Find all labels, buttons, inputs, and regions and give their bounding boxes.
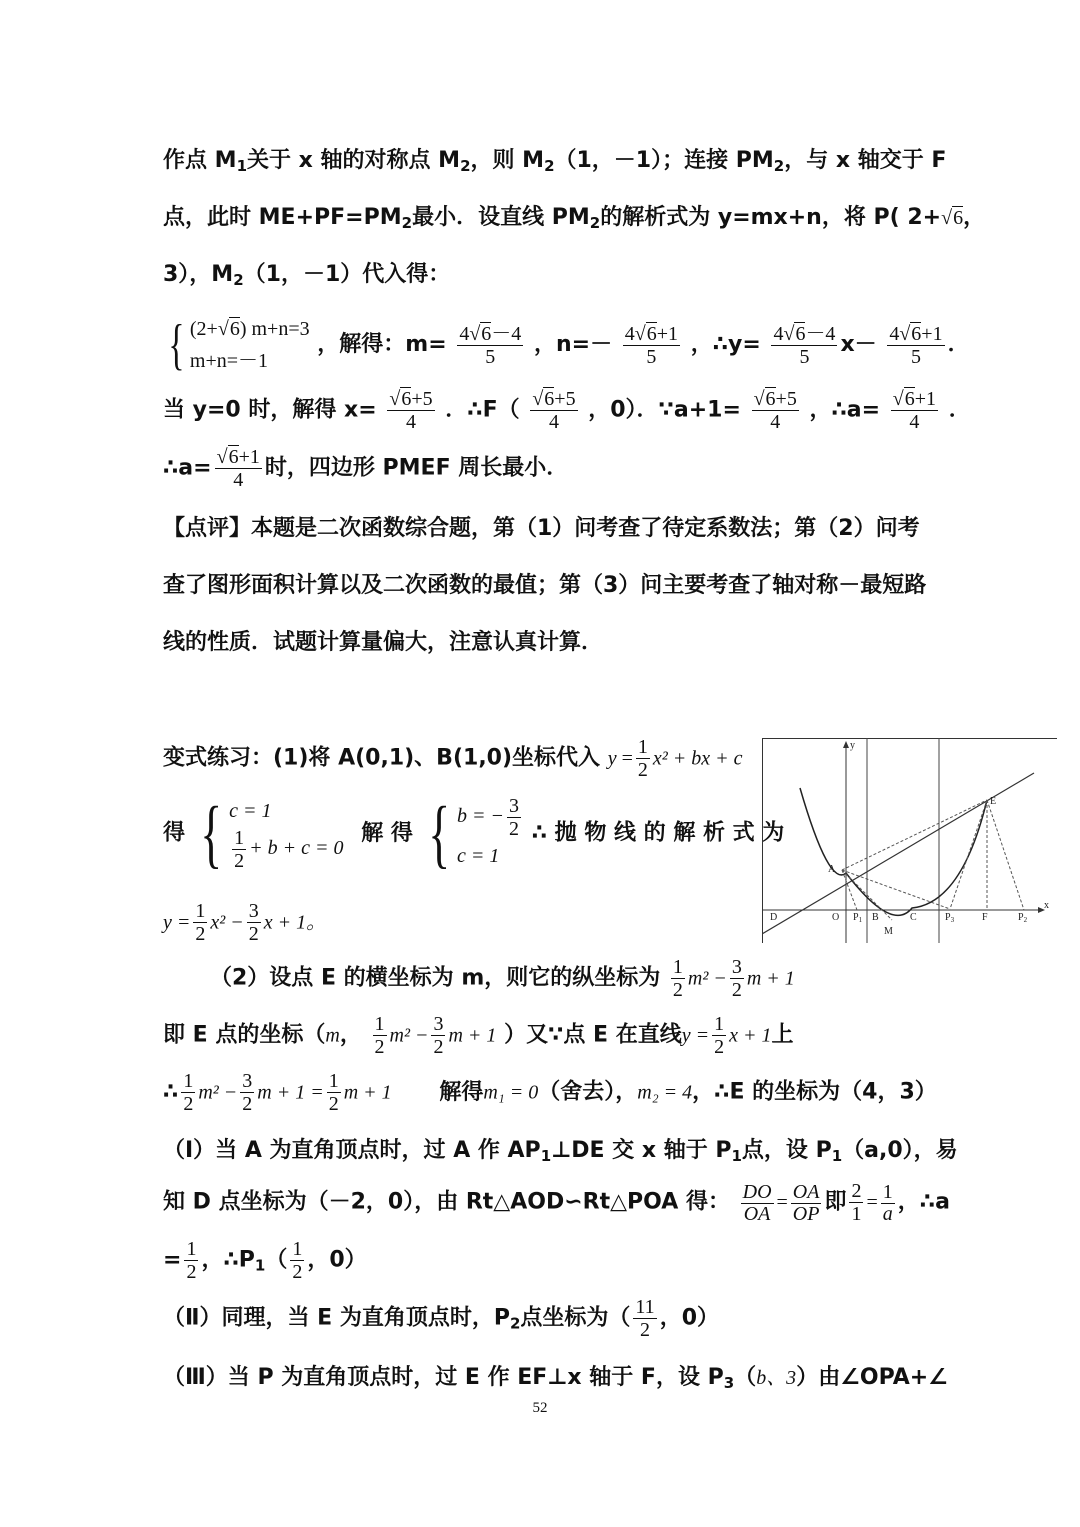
parabola-figure <box>762 738 1057 943</box>
text-line: 变式练习：(1)将 A(0,1)、B(1,0)坐标代入 y = $\frac{1}{2}$ x² + bx + c <box>163 736 743 781</box>
dashed-ep2 <box>987 800 1024 910</box>
comment-line: 查了图形面积计算以及二次函数的最值；第（3）问主要考查了轴对称－最短路 <box>163 573 927 598</box>
label-p3: $P_3$ <box>945 912 955 924</box>
fraction: $\frac{√6+5}{4}$ <box>389 388 433 433</box>
parabola-curve <box>800 788 987 915</box>
text-line: 3），$M_2(1$，－1）代入得： <box>163 262 451 289</box>
text-line: （Ⅱ）同理，当 E 为直角顶点时，$P_2$点坐标为（ $\frac{11}{2}$ ，0） <box>163 1296 719 1341</box>
text-line: 点，此时 $ME+PF=PM_2$最小．设直线 $PM_2$的解析式为 y=mx+n，将 P( 2+√6， <box>163 205 986 232</box>
y-axis-arrow <box>843 741 849 748</box>
text-line: （Ⅲ）当 P 为直角顶点时，过 E 作 EF⊥x 轴于 F，设 $P_3(b$、3）由∠OPA+∠ <box>163 1365 948 1392</box>
label-b: B <box>872 912 879 923</box>
fraction: $\frac{4√6-4}{5}$ <box>773 322 836 368</box>
equation-system-line: { (2+√6) m+n=3 m+n=－1 ，解得：m= $\frac{4√6-4}{5}$ ，n=－ $\frac{4√6+1}{5}$ ，∴y= $\frac{4√6-4}{5}$ x－ $\frac{4√6+1}{5}$ ． <box>168 314 970 376</box>
label-c: C <box>910 912 917 923</box>
text-line: （Ⅰ）当 A 为直角顶点时，过 A 作 $AP_1\perp DE$ 交 x 轴于 $P_1$点，设 $P_1(a,0)$，易 <box>163 1138 958 1165</box>
text-line: 作点 $M_1$关于 x 轴的对称点 $M_2$，则 $M_2(1$，－1）；连接 $PM_2$，与 x 轴交于 F <box>163 148 947 175</box>
left-brace: { <box>168 314 185 376</box>
dashed-ae-1 <box>842 800 987 870</box>
fraction: $\frac{1}{2}$ <box>637 736 648 781</box>
fraction: $\frac{4√6+1}{5}$ <box>889 322 943 368</box>
text-line: ∴a= $\frac{√6+1}{4}$ 时，四边形 PMEF 周长最小． <box>163 446 569 491</box>
label-e: E <box>990 796 997 807</box>
fraction: $\frac{√6+5}{4}$ <box>532 388 576 433</box>
dashed-ap3 <box>842 870 950 909</box>
equation-system: (2+√6) m+n=3 m+n=－1 <box>189 318 310 372</box>
label-f: F <box>982 912 988 923</box>
fraction: $\frac{√6+1}{4}$ <box>892 388 937 433</box>
dashed-ap1 <box>842 870 857 910</box>
label-o: O <box>832 912 840 923</box>
text-line: ∴ $\frac{1}{2}$ m² − $\frac{3}{2}$ m + 1 = $\frac{1}{2}$ m + 1 解得m₁ = 0（舍去），m₂ = 4，∴E 的坐标为（4，3） <box>163 1070 937 1115</box>
text-line: （2）设点 E 的横坐标为 m，则它的纵坐标为 $\frac{1}{2}$ m² − $\frac{3}{2}$ m + 1 <box>210 956 795 1001</box>
label-x: x <box>1044 900 1049 911</box>
comment-line: 【点评】本题是二次函数综合题，第（1）问考查了待定系数法；第（2）问考 <box>163 516 920 541</box>
text-line: y = $\frac{1}{2}$ x² − $\frac{3}{2}$ x + 1。 <box>163 900 327 945</box>
fraction: $\frac{√6+1}{4}$ <box>216 446 260 491</box>
label-m: M <box>884 926 893 937</box>
text-line: 即 E 点的坐标（m， $\frac{1}{2}$ m² − $\frac{3}{2}$ m + 1 ）又∵点 E 在直线y = $\frac{1}{2}$ x + 1上 <box>163 1013 794 1058</box>
label-p1: $P_1$ <box>853 912 863 924</box>
page-number: 52 <box>532 1400 548 1416</box>
text-line: = $\frac{1}{2}$ ，$\therefore P_1$（ $\frac{1}{2}$ ，0） <box>163 1238 367 1283</box>
fraction: $\frac{4√6-4}{5}$ <box>459 322 522 368</box>
text-line: 得 { c = 1 $\frac{1}{2}$ + b + c = 0 解 得 { b = − $\frac{3}{2}$ c = 1 ∴ 抛 物 线 的 解 析 式 为 <box>163 791 785 876</box>
label-p2: $P_2$ <box>1018 912 1028 924</box>
label-y: y <box>850 740 855 751</box>
fraction: $\frac{4√6+1}{5}$ <box>624 322 679 368</box>
label-d: D <box>770 912 778 923</box>
label-a: A <box>828 864 836 875</box>
text-line: 知 D 点坐标为（－2，0），由 Rt△AOD∽Rt△POA 得： $\frac{DO}{OA}$ = $\frac{OA}{OP}$ 即 $\frac{2}{1}$ = $\frac{1}{a}$ ，∴a <box>163 1180 950 1225</box>
text-line: 当 y=0 时，解得 x= $\frac{√6+5}{4}$ ．∴F（ $\frac{√6+5}{4}$ ，0）．∵a+1= $\frac{√6+5}{4}$ ，∴a= $\frac{√6+1}{4}$ ． <box>163 388 971 433</box>
fraction: $\frac{√6+5}{4}$ <box>753 388 797 433</box>
dashed-ep3 <box>950 800 987 909</box>
comment-line: 线的性质．试题计算量偏大，注意认真计算． <box>163 630 604 655</box>
